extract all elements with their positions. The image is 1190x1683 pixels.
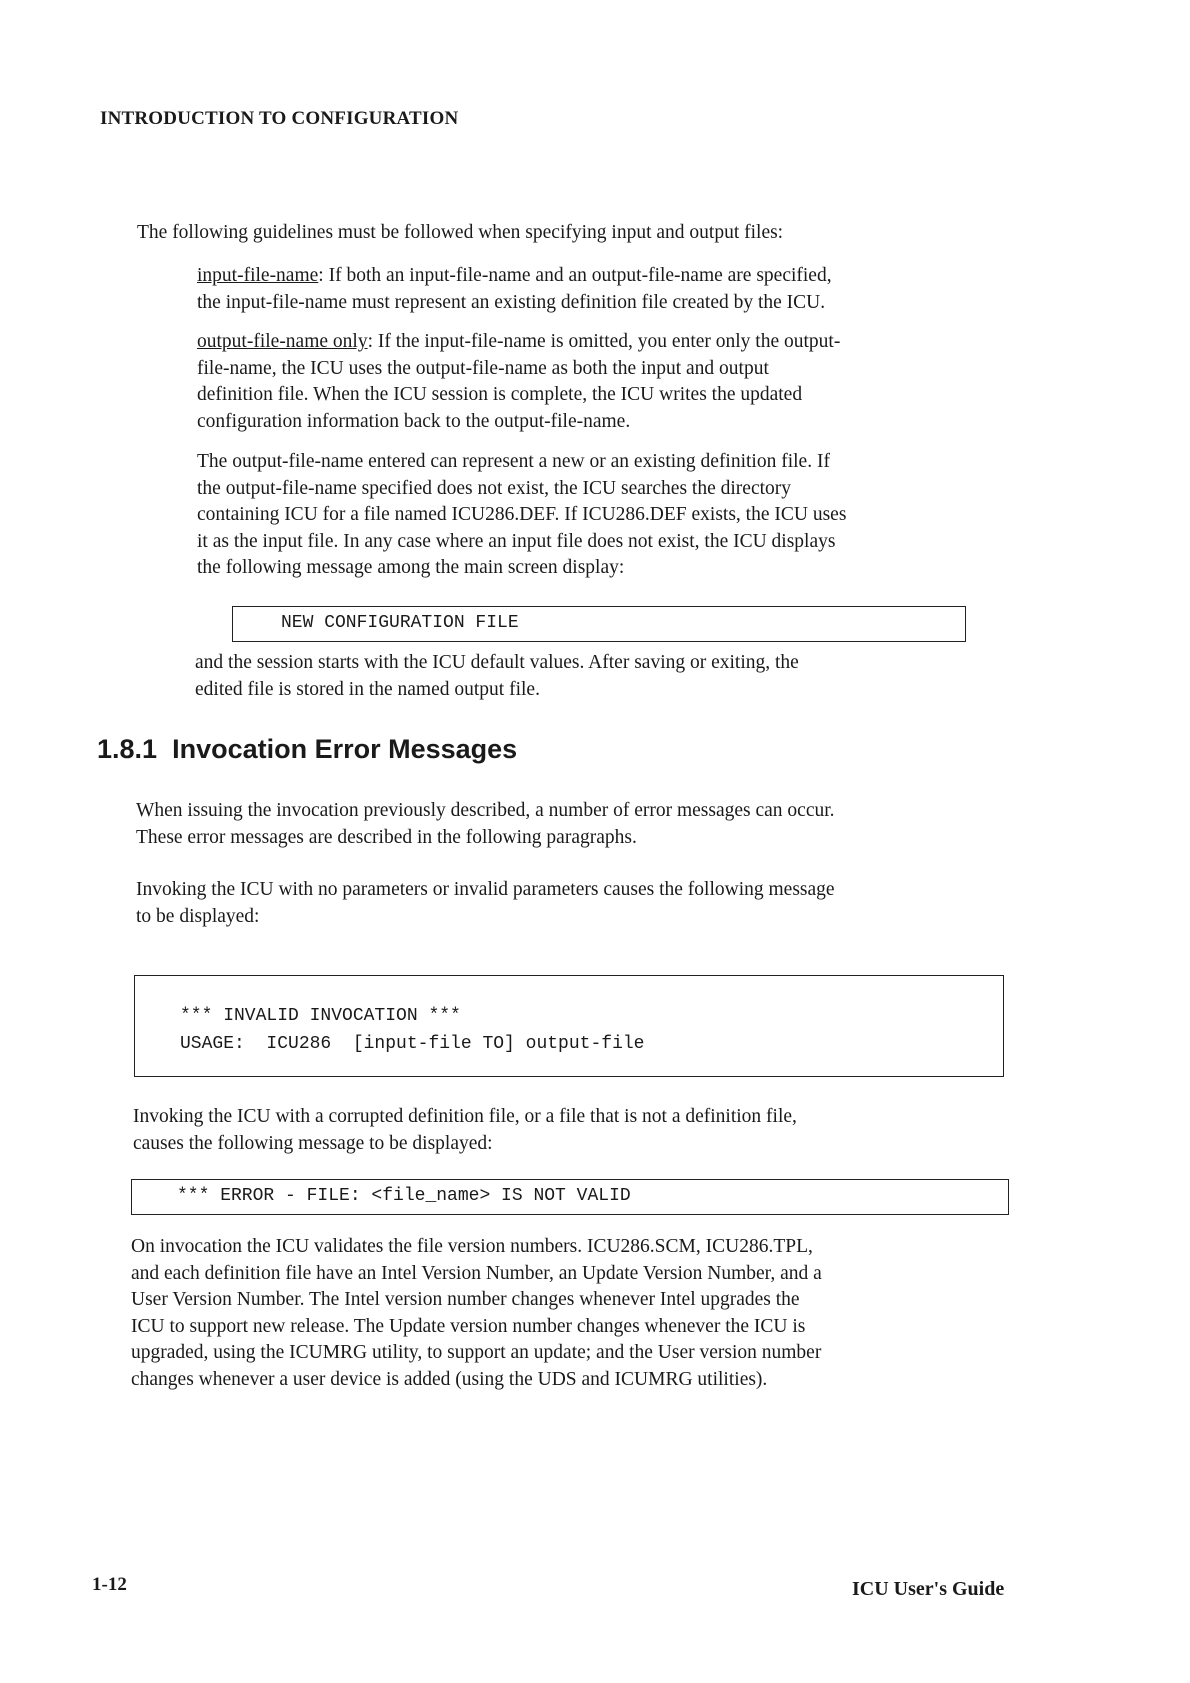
output-file-name-only-term: output-file-name only	[197, 331, 368, 352]
output-para-line: it as the input file. In any case where an input file does not exist, the ICU displays	[197, 530, 836, 552]
new-configuration-message-box	[232, 606, 966, 642]
invalid-invocation-line: *** INVALID INVOCATION ***	[180, 1006, 461, 1026]
invoking-paragraph	[136, 877, 835, 930]
version-line: User Version Number. The Intel version number changes whenever Intel upgrades the	[131, 1289, 800, 1310]
corrupted-file-paragraph	[133, 1104, 797, 1157]
output-only-line-4: configuration information back to the output-file-name.	[197, 410, 631, 432]
session-line: and the session starts with the ICU default values. After saving or exiting, the	[195, 652, 799, 673]
session-line: edited file is stored in the named output file.	[195, 678, 540, 700]
output-para-line: containing ICU for a file named ICU286.DEF. If ICU286.DEF exists, the ICU uses	[197, 504, 847, 525]
guide-title: ICU User's Guide	[852, 1578, 1005, 1600]
invalid-invocation-message-box	[134, 975, 1004, 1077]
output-only-line-1	[197, 329, 840, 356]
output-para-line: The output-file-name entered can represent a new or an existing definition file. If	[197, 451, 830, 472]
errors-intro-paragraph	[136, 798, 835, 851]
section-title: Invocation Error Messages	[172, 734, 518, 764]
input-file-name-text: : If both an input-file-name and an output-file-name are specified,	[318, 265, 832, 286]
errors-intro-line: These error messages are described in the following paragraphs.	[136, 826, 637, 848]
page-number: 1-12	[92, 1574, 127, 1595]
section-number: 1.8.1	[97, 734, 158, 764]
version-line: ICU to support new release. The Update version number changes whenever the ICU is	[131, 1315, 806, 1337]
running-header: INTRODUCTION TO CONFIGURATION	[100, 108, 459, 129]
input-file-name-line-2: the input-file-name must represent an existing definition file created by the ICU.	[197, 291, 826, 313]
corrupted-line: causes the following message to be displayed:	[133, 1132, 493, 1154]
output-para-line: the following message among the main screen display:	[197, 557, 625, 578]
session-paragraph	[195, 650, 799, 703]
output-only-line-2: file-name, the ICU uses the output-file-name as both the input and output	[197, 357, 769, 379]
output-file-name-only-paragraph	[197, 329, 840, 435]
corrupted-line: Invoking the ICU with a corrupted definition file, or a file that is not a definition file,	[133, 1106, 797, 1127]
version-line: and each definition file have an Intel Version Number, an Update Version Number, and a	[131, 1262, 822, 1284]
input-file-name-line-1	[197, 263, 832, 290]
usage-line: USAGE: ICU286 [input-file TO] output-file	[180, 1034, 645, 1054]
intro-paragraph: The following guidelines must be followed when specifying input and output files:	[137, 222, 784, 243]
invoking-line: to be displayed:	[136, 905, 260, 927]
invoking-line: Invoking the ICU with no parameters or invalid parameters causes the following message	[136, 879, 835, 900]
version-line: changes whenever a user device is added (using the UDS and ICUMRG utilities).	[131, 1368, 768, 1390]
version-line: On invocation the ICU validates the file version numbers. ICU286.SCM, ICU286.TPL,	[131, 1236, 813, 1257]
file-error-message-box	[131, 1179, 1009, 1215]
file-error-message: *** ERROR - FILE: <file_name> IS NOT VALID	[177, 1186, 631, 1206]
output-only-text: : If the input-file-name is omitted, you enter only the output-	[367, 331, 841, 352]
section-heading	[97, 734, 517, 765]
errors-intro-line: When issuing the invocation previously described, a number of error messages can occur.	[136, 800, 835, 821]
input-file-name-term: input-file-name	[197, 265, 319, 286]
version-paragraph	[131, 1234, 822, 1393]
output-only-line-3: definition file. When the ICU session is complete, the ICU writes the updated	[197, 384, 803, 405]
output-file-paragraph	[197, 449, 846, 582]
output-para-line: the output-file-name specified does not exist, the ICU searches the directory	[197, 477, 792, 499]
input-file-name-paragraph	[197, 263, 832, 316]
new-configuration-message: NEW CONFIGURATION FILE	[281, 613, 519, 633]
version-line: upgraded, using the ICUMRG utility, to support an update; and the User version number	[131, 1342, 822, 1363]
